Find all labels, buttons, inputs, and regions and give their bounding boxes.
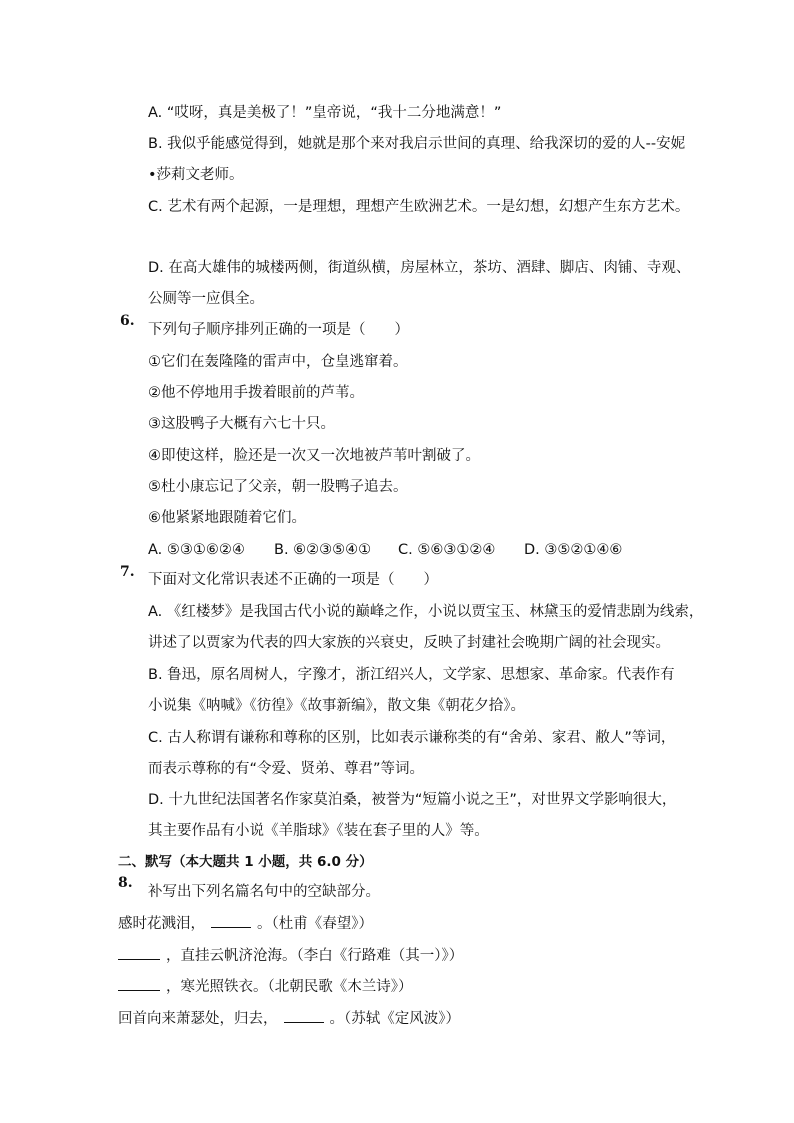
q5-option-d-line2: 公厕等一应俱全。 <box>148 291 264 307</box>
q8-line-1 <box>118 913 373 934</box>
q8-line4-after: 。（苏轼《定风波》） <box>329 1011 460 1027</box>
q8-line-4 <box>118 1008 460 1029</box>
q8-line-2 <box>118 945 463 966</box>
q8-line3-after: ，寒光照铁衣。（北朝民歌《木兰诗》） <box>166 979 413 995</box>
fill-blank-2[interactable] <box>118 945 160 960</box>
q7-option-b-line1: B. 鲁迅，原名周树人，字豫才，浙江绍兴人，文学家、思想家、革命家。代表作有 <box>148 667 675 683</box>
fill-blank-4[interactable] <box>284 1008 324 1023</box>
q6-sentence-1: ①它们在轰隆隆的雷声中，仓皇逃窜着。 <box>148 354 408 370</box>
q6-sentence-6: ⑥他紧紧地跟随着它们。 <box>148 510 306 526</box>
q5-option-c: C. 艺术有两个起源，一是理想，理想产生欧洲艺术。一是幻想，幻想产生东方艺术。 <box>148 199 690 215</box>
q6-option-d: D. ③⑤②①④⑥ <box>524 542 623 558</box>
q5-option-b-line2: •莎莉文老师。 <box>148 167 244 183</box>
q8-line4-before: 回首向来萧瑟处，归去， <box>118 1011 278 1027</box>
q7-option-a-line1: A. 《红楼梦》是我国古代小说的巅峰之作，小说以贾宝玉、林黛玉的爱情悲剧为线索， <box>148 604 704 620</box>
section-2-title: 二、默写（本大题共 1 小题，共 6.0 分） <box>118 854 373 870</box>
q7-option-c-line1: C. 古人称谓有谦称和尊称的区别，比如表示谦称类的有“舍弟、家君、敝人”等词， <box>148 730 676 746</box>
q6-sentence-2: ②他不停地用手拨着眼前的芦苇。 <box>148 385 364 401</box>
q6-sentence-5: ⑤杜小康忘记了父亲，朝一股鸭子追去。 <box>148 479 408 495</box>
q6-option-b: B. ⑥②③⑤④① <box>274 542 372 558</box>
q6-number: 6. <box>120 313 135 329</box>
q6-options <box>148 540 622 560</box>
q6-sentence-3: ③这股鸭子大概有六七十只。 <box>148 416 335 432</box>
fill-blank-3[interactable] <box>118 976 160 991</box>
fill-blank-1[interactable] <box>211 913 251 928</box>
q6-stem: 下列句子顺序排列正确的一项是（ ） <box>148 322 409 338</box>
q7-option-c-line2: 而表示尊称的有“令爱、贤弟、尊君”等词。 <box>148 761 425 777</box>
q7-option-b-line2: 小说集《呐喊》《彷徨》《故事新编》，散文集《朝花夕拾》。 <box>148 698 525 714</box>
q7-option-a-line2: 讲述了以贾家为代表的四大家族的兴衰史，反映了封建社会晚期广阔的社会现实。 <box>148 635 670 651</box>
q8-line1-before: 感时花溅泪， <box>118 916 205 932</box>
q8-number: 8. <box>118 875 133 891</box>
q5-option-a: A. “哎呀，真是美极了！”皇帝说，“我十二分地满意！” <box>148 105 502 121</box>
q5-option-b-line1: B. 我似乎能感觉得到，她就是那个来对我启示世间的真理、给我深切的爱的人--安妮 <box>148 136 686 152</box>
q8-line2-after: ，直挂云帆济沧海。（李白《行路难（其一）》） <box>166 948 464 964</box>
q5-option-d-line1: D. 在高大雄伟的城楼两侧，街道纵横，房屋林立，茶坊、酒肆、脚店、肉铺、寺观、 <box>148 260 691 276</box>
q7-number: 7. <box>120 564 135 580</box>
q6-sentence-4: ④即使这样，脸还是一次又一次地被芦苇叶割破了。 <box>148 448 480 464</box>
q6-option-a: A. ⑤③①⑥②④ <box>148 542 245 558</box>
q7-option-d-line2: 其主要作品有小说《羊脂球》《装在套子里的人》等。 <box>148 823 489 839</box>
q8-stem: 补写出下列名篇名句中的空缺部分。 <box>148 884 380 900</box>
q7-option-d-line1: D. 十九世纪法国著名作家莫泊桑，被誉为“短篇小说之王”，对世界文学影响很大， <box>148 792 677 808</box>
q7-stem: 下面对文化常识表述不正确的一项是（ ） <box>148 572 438 588</box>
q8-line-3 <box>118 976 413 997</box>
q6-option-c: C. ⑤⑥③①②④ <box>398 542 496 558</box>
q8-line1-after: 。（杜甫《春望》） <box>257 916 373 932</box>
